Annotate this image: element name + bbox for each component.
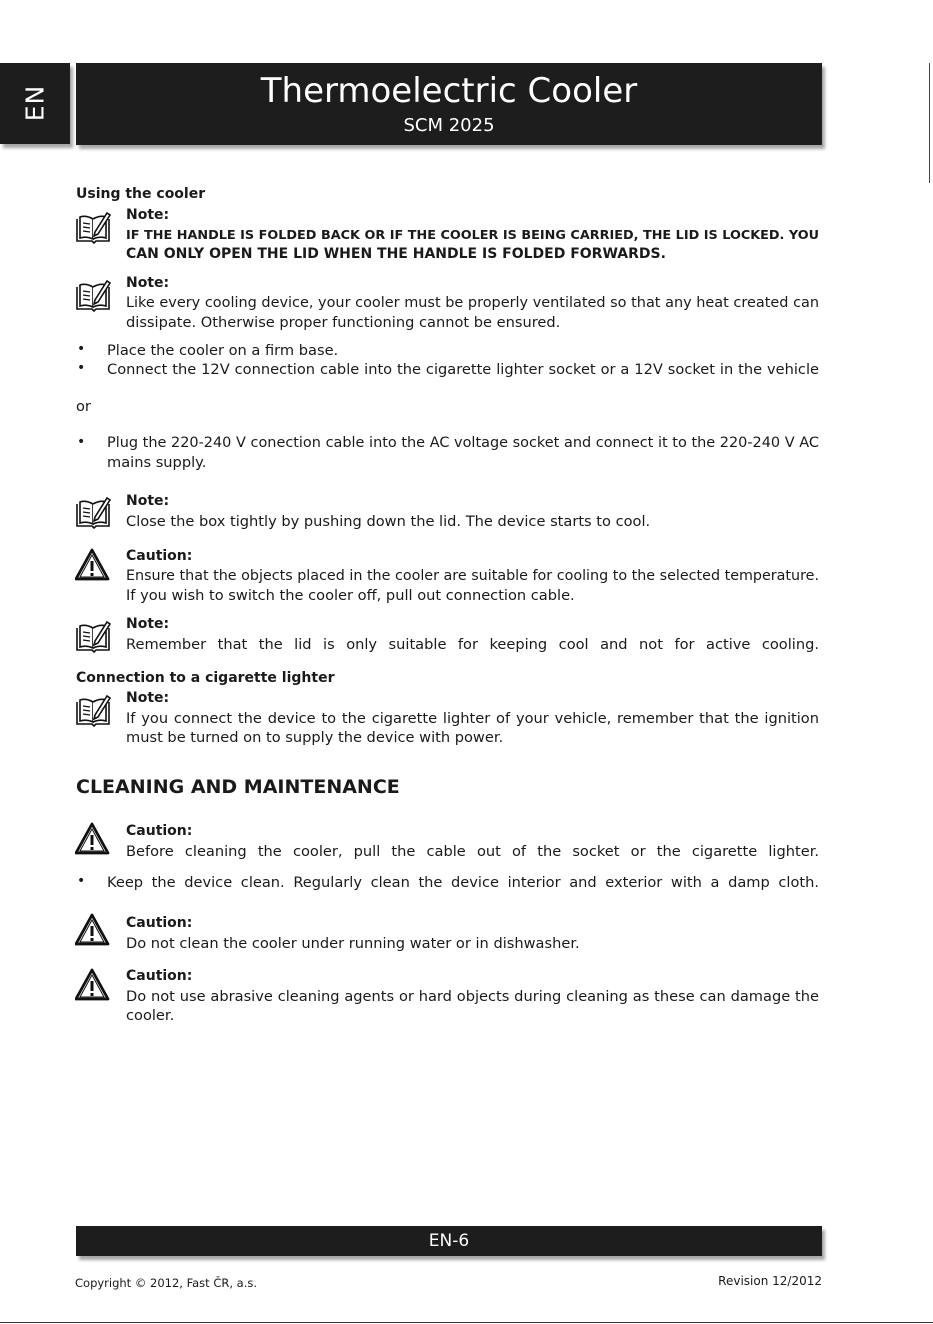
caution-text-line: Ensure that the objects placed in the cooler are suitable for cooling to the selected temperature. xyxy=(126,568,819,584)
caution-text-line: cooler. xyxy=(126,1007,175,1024)
bullet-marker: • xyxy=(77,360,86,376)
note-text-line: IF THE HANDLE IS FOLDED BACK OR IF THE COOLER IS BEING CARRIED, THE LID IS LOCKED. YOU xyxy=(126,228,819,243)
note-text-line: Remember that the lid is only suitable for keeping cool and not for active cooling. xyxy=(126,636,819,653)
or-separator: or xyxy=(76,398,91,415)
bottom-rule xyxy=(0,1322,933,1323)
model-number: SCM 2025 xyxy=(403,115,495,136)
copyright-text: Copyright © 2012, Fast ČR, a.s. xyxy=(75,1276,258,1290)
bullet-text: Place the cooler on a firm base. xyxy=(107,342,339,359)
warning-icon xyxy=(75,822,113,856)
bullet-marker: • xyxy=(77,341,86,357)
page-number: EN-6 xyxy=(428,1231,470,1251)
note-icon xyxy=(74,693,112,727)
bullet-text: mains supply. xyxy=(107,454,207,471)
note-label: Note: xyxy=(126,690,170,706)
caution-text-line: If you wish to switch the cooler off, pull out connection cable. xyxy=(126,587,575,604)
note-text-line: Close the box tightly by pushing down the lid. The device starts to cool. xyxy=(126,513,651,530)
caution-label: Caution: xyxy=(126,823,193,839)
note-icon xyxy=(74,278,112,312)
revision-text: Revision 12/2012 xyxy=(718,1274,822,1288)
bullet-marker: • xyxy=(77,434,86,450)
note-icon xyxy=(74,210,112,244)
note-text-line: dissipate. Otherwise proper functioning cannot be ensured. xyxy=(126,314,561,331)
note-label: Note: xyxy=(126,275,170,291)
note-label: Note: xyxy=(126,207,170,223)
caution-text-line: Before cleaning the cooler, pull the cable out of the socket or the cigarette lighter. xyxy=(126,843,819,860)
caution-text-line: Do not use abrasive cleaning agents or hard objects during cleaning as these can damage the xyxy=(126,988,819,1005)
warning-icon xyxy=(75,548,113,582)
note-label: Note: xyxy=(126,493,170,509)
note-icon xyxy=(74,619,112,653)
page-title: Thermoelectric Cooler xyxy=(260,71,638,111)
note-icon xyxy=(74,495,112,529)
bullet-marker: • xyxy=(77,873,86,889)
note-text-line: CAN ONLY OPEN THE LID WHEN THE HANDLE IS FOLDED FORWARDS. xyxy=(126,246,666,262)
bullet-text: Keep the device clean. Regularly clean the device interior and exterior with a damp cloth. xyxy=(107,874,819,891)
bullet-text: Connect the 12V connection cable into the cigarette lighter socket or a 12V socket in the vehicle xyxy=(107,361,819,378)
language-label: EN xyxy=(20,84,50,122)
warning-icon xyxy=(75,968,113,1002)
page-edge-line xyxy=(929,63,930,183)
caution-text-line: Do not clean the cooler under running water or in dishwasher. xyxy=(126,935,580,952)
note-label: Note: xyxy=(126,616,170,632)
warning-icon xyxy=(75,913,113,947)
language-tab xyxy=(0,63,70,144)
title-bar xyxy=(76,63,822,145)
section-heading-cleaning: CLEANING AND MAINTENANCE xyxy=(76,776,400,798)
note-text-line: If you connect the device to the cigarette lighter of your vehicle, remember that the ignition xyxy=(126,710,819,727)
note-text-line: Like every cooling device, your cooler must be properly ventilated so that any heat created can xyxy=(126,295,819,311)
section-heading-lighter: Connection to a cigarette lighter xyxy=(76,670,335,686)
bullet-text: Plug the 220-240 V conection cable into the AC voltage socket and connect it to the 220-240 V AC xyxy=(107,435,819,451)
caution-label: Caution: xyxy=(126,968,193,984)
section-heading-using: Using the cooler xyxy=(76,186,206,202)
note-text-line: must be turned on to supply the device with power. xyxy=(126,729,504,746)
caution-label: Caution: xyxy=(126,548,193,564)
caution-label: Caution: xyxy=(126,915,193,931)
page-number-bar xyxy=(76,1226,822,1256)
